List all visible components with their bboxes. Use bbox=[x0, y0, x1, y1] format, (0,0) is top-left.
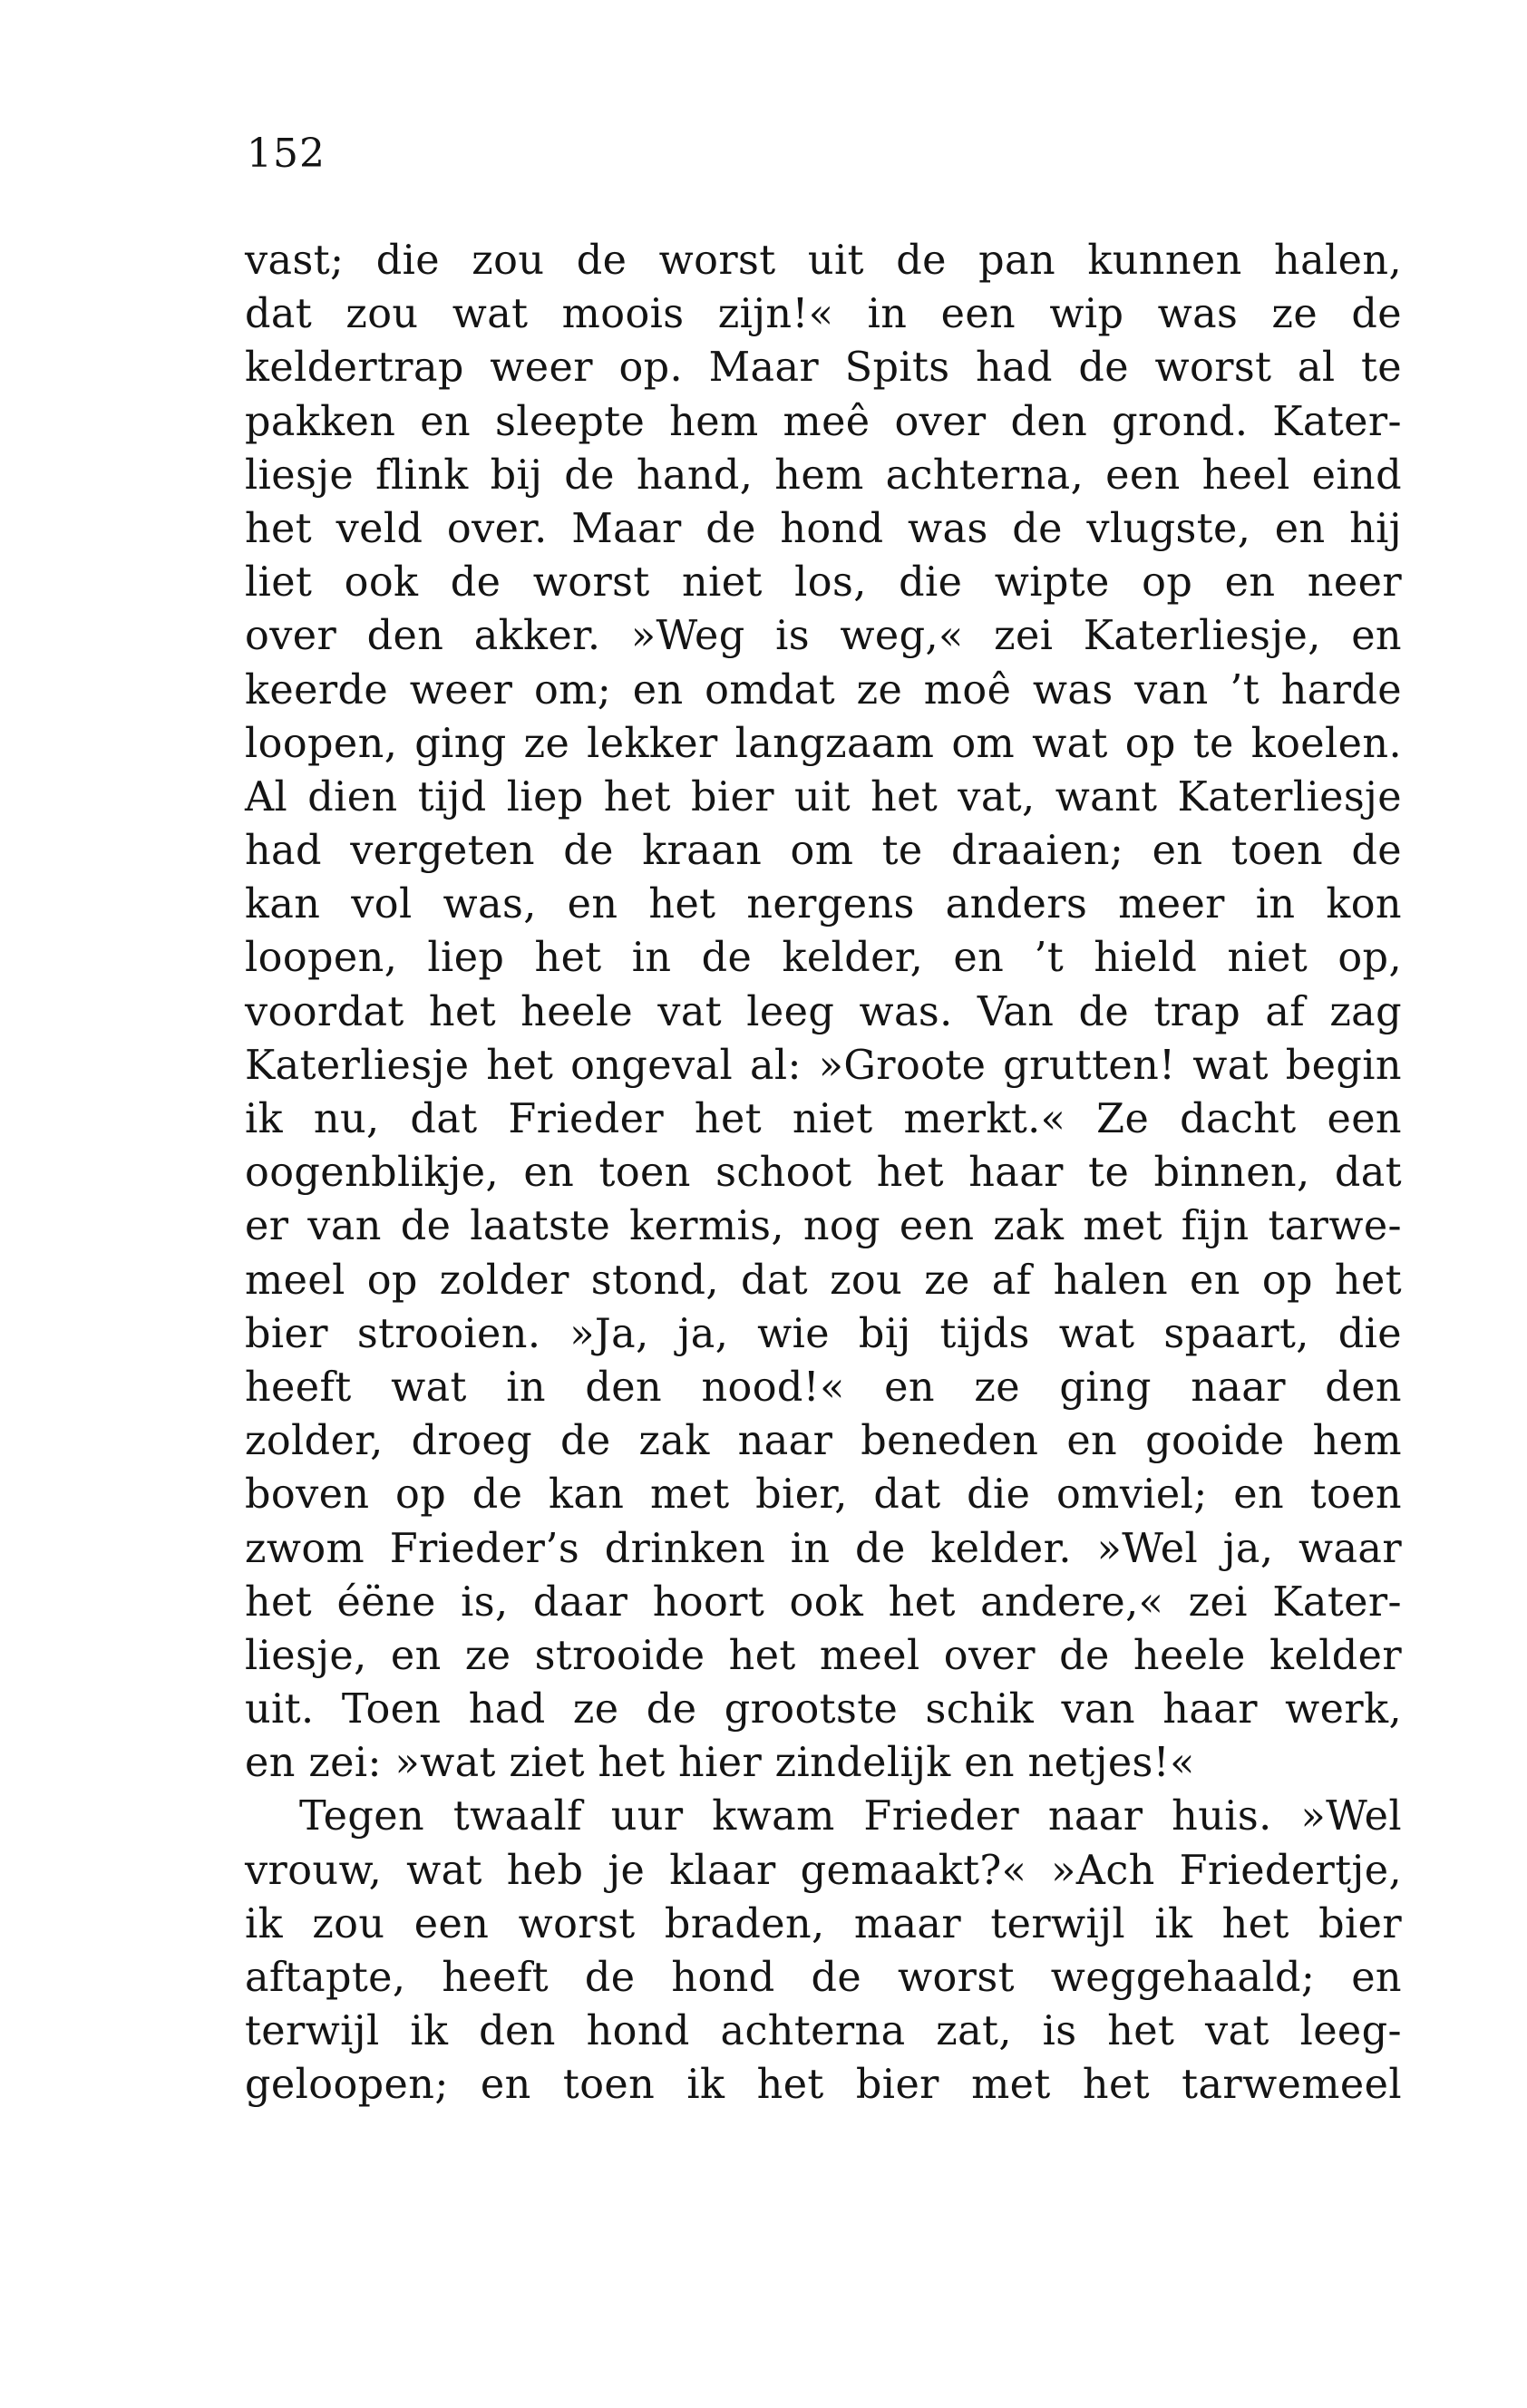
text-line: had vergeten de kraan om te draaien; en toen de bbox=[245, 828, 1402, 875]
text-line: liesje flink bij de hand, hem achterna, een heel eind bbox=[245, 452, 1402, 499]
text-line: kan vol was, en het nergens anders meer in kon bbox=[245, 881, 1402, 928]
text-line: zwom Frieder’s drinken in de kelder. »Wel ja, waar bbox=[245, 1525, 1402, 1572]
text-line: zolder, droeg de zak naar beneden en gooide hem bbox=[245, 1418, 1402, 1465]
text-line: voordat het heele vat leeg was. Van de trap af zag bbox=[245, 988, 1402, 1035]
text-line: loopen, ging ze lekker langzaam om wat op te koelen. bbox=[245, 720, 1402, 767]
text-line: vast; die zou de worst uit de pan kunnen halen, bbox=[245, 238, 1402, 284]
text-line: over den akker. »Weg is weg,« zei Katerliesje, en bbox=[245, 613, 1402, 660]
text-line: keerde weer om; en omdat ze moê was van ’t harde bbox=[245, 666, 1402, 714]
text-line: heeft wat in den nood!« en ze ging naar den bbox=[245, 1364, 1402, 1411]
text-line: het éëne is, daar hoort ook het andere,« zei Kater- bbox=[245, 1578, 1402, 1626]
text-line: Tegen twaalf uur kwam Frieder naar huis. »Wel bbox=[299, 1793, 1402, 1840]
text-line: keldertrap weer op. Maar Spits had de worst al te bbox=[245, 345, 1402, 392]
text-line: Al dien tijd liep het bier uit het vat, want Katerliesje bbox=[245, 773, 1402, 820]
text-line: ik zou een worst braden, maar terwijl ik het bier bbox=[245, 1900, 1402, 1947]
text-line: ik nu, dat Frieder het niet merkt.« Ze dacht een bbox=[245, 1096, 1402, 1142]
text-line: liesje, en ze strooide het meel over de heele kelder bbox=[245, 1632, 1402, 1679]
text-line: pakken en sleepte hem meê over den grond. Kater- bbox=[245, 398, 1402, 445]
text-line: Katerliesje het ongeval al: »Groote grutten! wat begin bbox=[245, 1042, 1402, 1089]
text-line: er van de laatste kermis, nog een zak met fijn tarwe- bbox=[245, 1203, 1402, 1250]
text-line: uit. Toen had ze de grootste schik van haar werk, bbox=[245, 1686, 1402, 1733]
text-line: vrouw, wat heb je klaar gemaakt?« »Ach Friedertje, bbox=[245, 1847, 1402, 1894]
text-line: het veld over. Maar de hond was de vlugste, en hij bbox=[245, 505, 1402, 552]
text-line: loopen, liep het in de kelder, en ’t hield niet op, bbox=[245, 935, 1402, 982]
text-line: liet ook de worst niet los, die wipte op en neer bbox=[245, 559, 1402, 607]
text-line: boven op de kan met bier, dat die omviel; en toen bbox=[245, 1471, 1402, 1519]
text-line: terwijl ik den hond achterna zat, is het vat leeg- bbox=[245, 2008, 1402, 2055]
text-line: geloopen; en toen ik het bier met het tarwemeel bbox=[245, 2062, 1402, 2109]
text-line: bier strooien. »Ja, ja, wie bij tijds wat spaart, die bbox=[245, 1310, 1402, 1357]
text-line: aftapte, heeft de hond de worst weggehaald; en bbox=[245, 1955, 1402, 2001]
text-line: dat zou wat moois zijn!« in een wip was ze de bbox=[245, 291, 1402, 338]
text-line: en zei: »wat ziet het hier zindelijk en netjes!« bbox=[245, 1740, 1195, 1787]
body-text bbox=[245, 234, 1402, 2112]
text-line: oogenblikje, en toen schoot het haar te binnen, dat bbox=[245, 1150, 1402, 1197]
text-line: meel op zolder stond, dat zou ze af halen en op het bbox=[245, 1257, 1402, 1304]
page-number: 152 bbox=[247, 131, 326, 177]
